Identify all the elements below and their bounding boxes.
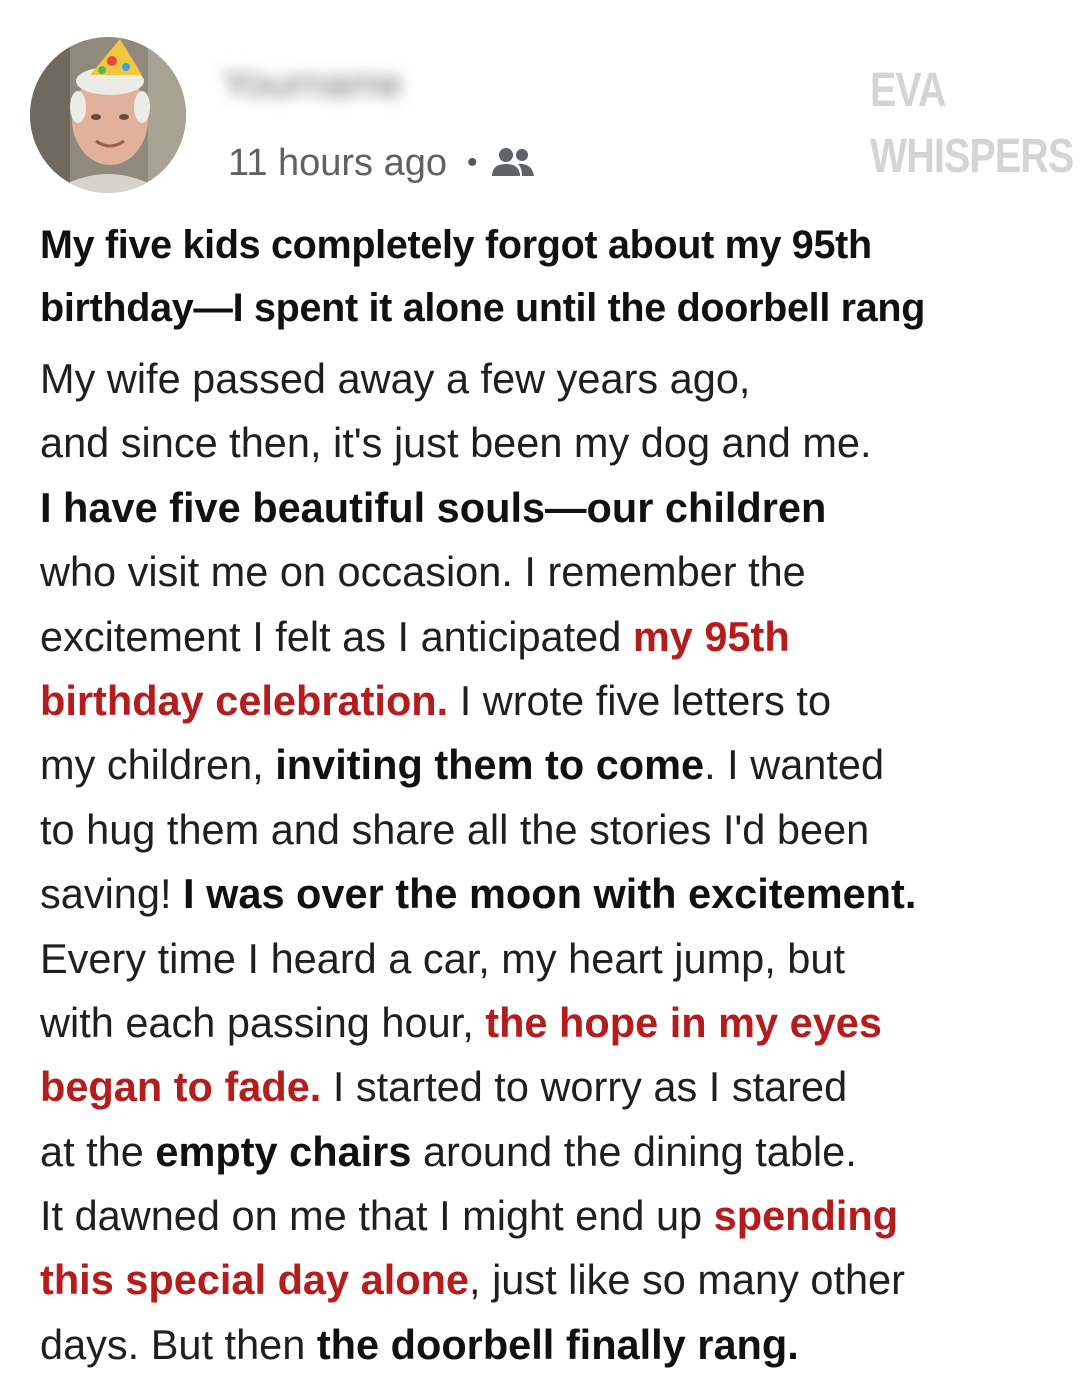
story-text: I started to worry as I stared xyxy=(321,1063,848,1111)
story-line xyxy=(40,605,1070,669)
story-text: and since then, it's just been my dog and me. xyxy=(40,419,872,467)
story-line xyxy=(40,1120,1070,1184)
story-text: , just like so many other xyxy=(469,1256,905,1304)
highlight-text: began to fade. xyxy=(40,1063,322,1111)
title-line: birthday—I spent it alone until the doorbell rang xyxy=(40,286,926,330)
friends-icon[interactable] xyxy=(492,144,534,182)
highlight-text: the hope in my eyes xyxy=(485,998,882,1046)
story-line xyxy=(40,927,1070,991)
story-line xyxy=(40,540,1070,604)
story-line xyxy=(40,347,1070,411)
story-text: at the xyxy=(40,1127,156,1175)
story-text: around the dining table. xyxy=(411,1127,857,1175)
bold-text: empty chairs xyxy=(155,1127,412,1175)
story-line xyxy=(40,991,1070,1055)
story-text: excitement I felt as I anticipated xyxy=(40,612,633,660)
story-line xyxy=(40,669,1070,733)
author-name[interactable]: Yourname xyxy=(222,62,403,106)
story-line xyxy=(40,1313,1070,1377)
bold-text: the doorbell finally rang. xyxy=(316,1320,799,1368)
story-text: my children, xyxy=(40,741,276,789)
story-line xyxy=(40,411,1070,475)
post-meta xyxy=(228,140,534,186)
story-text: with each passing hour, xyxy=(40,998,486,1046)
title-line: My five kids completely forgot about my 95th xyxy=(40,223,872,267)
story-text: It dawned on me that I might end up xyxy=(40,1192,714,1240)
story-text: Every time I heard a car, my heart jump, but xyxy=(40,934,845,982)
highlight-text: this special day alone xyxy=(40,1256,470,1304)
avatar[interactable] xyxy=(30,37,186,193)
story-text: to hug them and share all the stories I'd been xyxy=(40,805,870,853)
story-line xyxy=(40,1055,1070,1119)
story-text: who visit me on occasion. I remember the xyxy=(40,548,806,596)
bold-text: I was over the moon with excitement. xyxy=(183,870,917,918)
story-line xyxy=(40,1248,1070,1312)
story-line xyxy=(40,476,1070,540)
story-line xyxy=(40,862,1070,926)
highlight-text: birthday celebration. xyxy=(40,676,449,724)
highlight-text: spending xyxy=(713,1192,899,1240)
story-text: days. But then xyxy=(40,1320,317,1368)
story-line xyxy=(40,798,1070,862)
watermark xyxy=(870,58,1074,190)
meta-separator: • xyxy=(467,146,478,179)
post-time[interactable]: 11 hours ago xyxy=(228,141,448,184)
story-text: I wrote five letters to xyxy=(448,676,832,724)
story-text: saving! xyxy=(40,870,184,918)
post-body xyxy=(40,347,1070,1377)
highlight-text: my 95th xyxy=(632,612,790,660)
bold-text: inviting them to come xyxy=(275,741,705,789)
post-title xyxy=(40,214,1070,340)
story-line xyxy=(40,733,1070,797)
watermark-line: EVA xyxy=(870,64,946,117)
bold-text: I have five beautiful souls—our children xyxy=(40,483,827,531)
story-text: . I wanted xyxy=(704,741,885,789)
watermark-line: WHISPERS xyxy=(870,130,1074,183)
story-text: My wife passed away a few years ago, xyxy=(40,355,751,402)
story-line xyxy=(40,1184,1070,1248)
